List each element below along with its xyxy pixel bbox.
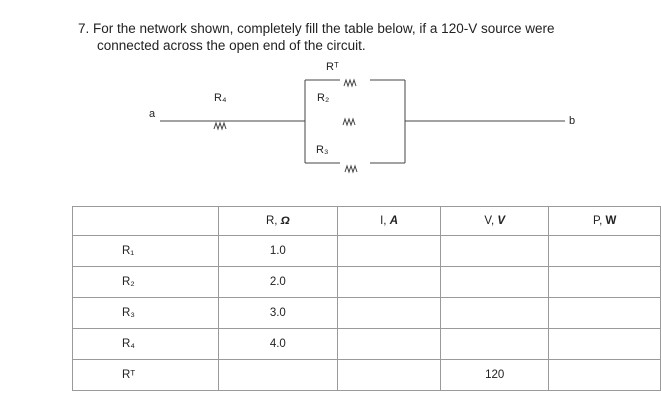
header-voltage-name: V, bbox=[484, 215, 498, 227]
problem-line-1: 7. For the network shown, completely fill the table below, if a 120-V source were bbox=[78, 21, 555, 36]
cell-voltage[interactable] bbox=[441, 298, 549, 329]
cell-current[interactable] bbox=[338, 298, 441, 329]
terminal-b-label: b bbox=[569, 115, 576, 127]
circuit-diagram bbox=[0, 0, 661, 200]
cell-resistance[interactable]: 3.0 bbox=[218, 298, 338, 329]
header-resistance bbox=[218, 207, 338, 236]
cell-resistance[interactable]: 1.0 bbox=[218, 236, 338, 267]
cell-resistance[interactable] bbox=[218, 360, 338, 391]
label-r4: R₄ bbox=[214, 92, 227, 104]
header-current bbox=[338, 207, 441, 236]
cell-resistance[interactable]: 4.0 bbox=[218, 329, 338, 360]
cell-current[interactable] bbox=[338, 236, 441, 267]
header-power-name: P, bbox=[592, 215, 606, 227]
table-row bbox=[73, 236, 661, 267]
header-power-unit: W bbox=[605, 215, 617, 227]
cell-current[interactable] bbox=[338, 329, 441, 360]
cell-current[interactable] bbox=[338, 267, 441, 298]
answer-table bbox=[72, 206, 661, 391]
row-label: R₂ bbox=[73, 267, 219, 298]
terminal-a-label: a bbox=[149, 108, 156, 120]
cell-voltage[interactable]: 120 bbox=[441, 360, 549, 391]
resistor-r3-symbol bbox=[345, 166, 357, 172]
header-voltage-unit: V bbox=[497, 215, 506, 227]
resistor-r2-symbol bbox=[343, 119, 355, 125]
cell-power[interactable] bbox=[549, 236, 661, 267]
cell-power[interactable] bbox=[549, 298, 661, 329]
table-row bbox=[73, 267, 661, 298]
cell-power[interactable] bbox=[549, 360, 661, 391]
table-row bbox=[73, 298, 661, 329]
header-resistance-unit: Ω bbox=[280, 215, 290, 227]
resistor-rt-symbol bbox=[344, 80, 356, 86]
table-header-row bbox=[73, 207, 661, 236]
header-power bbox=[549, 207, 661, 236]
label-r2: R₂ bbox=[317, 92, 330, 104]
cell-voltage[interactable] bbox=[441, 329, 549, 360]
table-row bbox=[73, 360, 661, 391]
cell-voltage[interactable] bbox=[441, 267, 549, 298]
label-r3: R₃ bbox=[316, 144, 329, 156]
problem-line-2: connected across the open end of the circuit. bbox=[97, 38, 366, 53]
row-label: Rᵀ bbox=[73, 360, 219, 391]
header-blank bbox=[73, 207, 219, 236]
header-current-name: I, bbox=[380, 215, 390, 227]
cell-current[interactable] bbox=[338, 360, 441, 391]
cell-power[interactable] bbox=[549, 329, 661, 360]
row-label: R₄ bbox=[73, 329, 219, 360]
header-current-unit: A bbox=[389, 215, 399, 227]
label-rt: Rᵀ bbox=[326, 61, 339, 73]
header-resistance-name: R, bbox=[265, 215, 281, 227]
cell-power[interactable] bbox=[549, 267, 661, 298]
table-row bbox=[73, 329, 661, 360]
cell-resistance[interactable]: 2.0 bbox=[218, 267, 338, 298]
header-voltage bbox=[441, 207, 549, 236]
resistor-r4-symbol bbox=[214, 123, 226, 129]
row-label: R₁ bbox=[73, 236, 219, 267]
cell-voltage[interactable] bbox=[441, 236, 549, 267]
row-label: R₃ bbox=[73, 298, 219, 329]
